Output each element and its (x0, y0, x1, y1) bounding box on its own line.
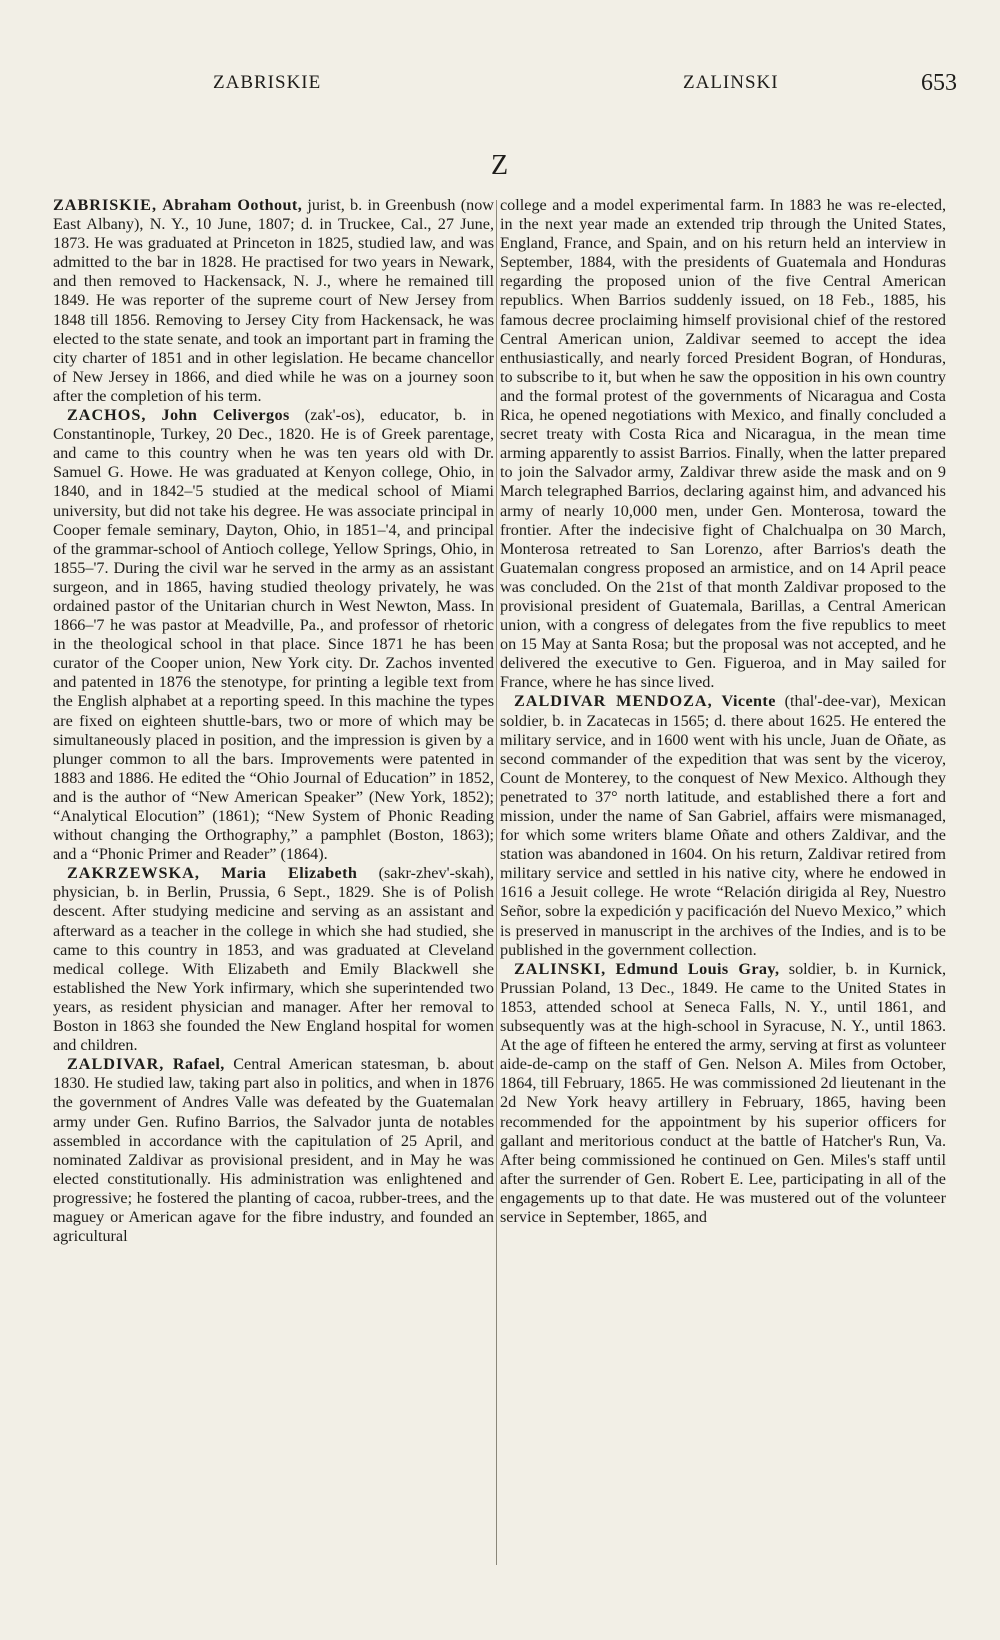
header-right-word: ZALINSKI (683, 72, 779, 93)
headword-given: Rafael, (172, 1055, 225, 1074)
entry-text: (zak'-os), educator, b. in Constantinople, Turkey, 20 Dec., 1820. He is of Greek parentage, and came to this country when he was ten years old with Dr. Samuel G. Howe. He was graduated at Kenyon college, Ohio, in 1840, and in 1842–'5 studied at the medical school of Miami university, but did not take his degree. He was associate principal in Cooper female seminary, Dayton, Ohio, in 1851–'4, and principal of the grammar-school of Antioch college, Yellow Springs, Ohio, in 1855–'7. During the civil war he served in the army as an assistant surgeon, and in 1865, having studied theology privately, he was ordained pastor of the Unitarian church in West Newton, Mass. In 1866–'7 he was pastor at Meadville, Pa., and professor of rhetoric in the theological school in that place. Since 1871 he has been curator of the Cooper union, New York city. Dr. Zachos invented and patented in 1876 the stenotype, for printing a legible text from the English alphabet at a reporting speed. In this machine the types are fixed on eighteen shuttle-bars, two or more of which may be simultaneously placed in position, and the impression is given by a plunger common to all the bars. Improvements were patented in 1883 and 1886. He edited the “Ohio Journal of Education” in 1852, and is the author of “New American Speaker” (New York, 1852); “Analytical Elocution” (1861); “New System of Phonic Reading without changing the Orthography,” a pamphlet (Boston, 1863); and a “Phonic Primer and Reader” (1864). (53, 406, 495, 864)
entry-text: soldier, b. in Kurnick, Prussian Poland, 13 Dec., 1849. He came to the United States in 1853, attended school at Seneca Falls, N. Y., until 1861, and subsequently was at the high-school in Syracuse, N. Y., until 1863. At the age of fifteen he entered the army, serving at first as volunteer aide-de-camp on the staff of Gen. Nelson A. Miles from October, 1864, till February, 1865. He was commissioned 2d lieutenant in the 2d New York heavy artillery in February, 1865, having been recommended for the appointment by his superior officers for gallant and meritorious conduct at the battle of Hatcher's Run, Va. After being commissioned he continued on Gen. Miles's staff until after the surrender of Gen. Robert E. Lee, participating in all of the engagements up to that date. He was mustered out of the volunteer service in September, 1865, and (500, 959, 946, 1226)
entry-text: (sakr-zhev'-skah), physician, b. in Berlin, Prussia, 6 Sept., 1829. She is of Polish descent. After studying medicine and serving as an assistant and afterward as a teacher in the college in which she had studied, she came to this country in 1853, and was graduated at Cleveland medical college. With Elizabeth and Emily Blackwell she established the New York infirmary, which she superintended two years, as resident physician and manager. After her removal to Boston in 1863 she founded the New England hospital for women and children. (53, 864, 494, 1055)
header-left-word: ZABRISKIE (213, 72, 322, 93)
headword-surname: ZALDIVAR MENDOZA, (514, 692, 713, 711)
headword-surname: ZALINSKI, (514, 959, 607, 978)
left-column (53, 196, 494, 1246)
entry-zalinski (500, 960, 946, 1227)
entry-zabriskie (53, 196, 494, 406)
entry-text: Central American statesman, b. about 1830. He studied law, taking part also in politics, and when in 1876 the government of Andres Valle was defeated by the Guatemalan army under Gen. Rufino Barrios, the Salvador junta de notables assembled in accordance with the capitulation of 25 April, and nominated Zaldivar as provisional president, and in May he was elected constitutionally. His administration was enlightened and progressive; he fostered the planting of cacoa, rubber-trees, and the maguey or American agave for the fibre industry, and founded an agricultural (53, 1055, 495, 1246)
headword-given: John Celivergos (161, 406, 290, 425)
entry-text: jurist, b. in Greenbush (now East Albany), N. Y., 10 June, 1807; d. in Truckee, Cal., 27 June, 1873. He was graduated at Princeton in 1825, studied law, and was admitted to the bar in 1828. He practised for two years in Newark, and then removed to Hackensack, N. J., where he remained till 1849. He was reporter of the supreme court of New Jersey from 1848 till 1856. Removing to Jersey City from Hackensack, he was elected to the state senate, and took an important part in framing the city charter of 1851 and in other legislation. He became chancellor of New Jersey in 1866, and died while he was on a journey soon after the completion of his term. (53, 196, 494, 405)
section-letter: Z (490, 150, 510, 181)
right-column (500, 196, 946, 1227)
entry-zaldivar-mendoza (500, 692, 946, 959)
headword-surname: ZABRISKIE, (53, 196, 158, 214)
entry-zaldivar-continued: college and a model experimental farm. In 1883 he was re-elected, in the next year made an extended trip through the United States, England, France, and Spain, and on his return held an interview in September, 1884, with the presidents of Guatemala and Honduras regarding the proposed union of the five Central American republics. When Barrios suddenly issued, on 18 Feb., 1885, his famous decree proclaiming himself provisional chief of the restored Central American union, Zaldivar seemed to accept the idea enthusiastically, and nearly forced President Bogran, of Honduras, to subscribe to it, but when he saw the opposition in his own country and the formal protest of the governments of Nicaragua and Costa Rica, he opened negotiations with Mexico, and finally concluded a secret treaty with Costa Rica and Nicaragua, in the mean time arming apparently to assist Barrios. Finally, when the latter prepared to join the Salvador army, Zaldivar threw aside the mask and on 9 March telegraphed Barrios, declaring against him, and advanced his army of nearly 10,000 men, under Gen. Monterosa, toward the frontier. After the indecisive fight of Chalchualpa on 30 March, Monterosa retreated to San Lorenzo, after Barrios's death the Guatemalan congress proposed an armistice, and on 14 April peace was concluded. On the 21st of that month Zaldivar proposed to the provisional president of Guatemala, Barillas, a Central American union, with a congress of delegates from the five republics to meet on 15 May at Santa Rosa; but the proposal was not accepted, and he delivered the executive to Gen. Figueroa, and in May sailed for France, where he has since lived. (500, 196, 946, 692)
page-number: 653 (921, 70, 957, 96)
headword-surname: ZACHOS, (67, 406, 147, 425)
running-header (0, 72, 1000, 102)
entry-zakrzewska (53, 864, 494, 1055)
headword-given: Edmund Louis Gray, (615, 959, 780, 978)
entry-zaldivar (53, 1055, 494, 1246)
column-divider (496, 200, 497, 1565)
headword-given: Maria Elizabeth (221, 864, 358, 883)
headword-surname: ZAKRZEWSKA, (67, 864, 200, 883)
headword-surname: ZALDIVAR, (67, 1055, 165, 1074)
entry-zachos (53, 406, 494, 864)
headword-given: Vicente (721, 692, 776, 711)
headword-given: Abraham Oothout, (162, 196, 303, 214)
entry-text: (thal'-dee-var), Mexican soldier, b. in Zacatecas in 1565; d. there about 1625. He entered the military service, and in 1600 went with his uncle, Juan de Oñate, as second commander of the expedition that was sent by the viceroy, Count de Monterey, to the conquest of New Mexico. Although they penetrated to 37° north latitude, and established there a fort and mission, under the name of San Gabriel, affairs were mismanaged, for which some writers blame Oñate and others Zaldivar, and the station was abandoned in 1604. On his return, Zaldivar retired from military service and settled in his native city, where he endowed in 1616 a Jesuit college. He wrote “Relación dirigida al Rey, Nuestro Señor, sobre la expedición y pacificación del Nuevo Mexico,” which is preserved in manuscript in the archives of the Indies, and is to be published in the government collection. (500, 692, 946, 959)
